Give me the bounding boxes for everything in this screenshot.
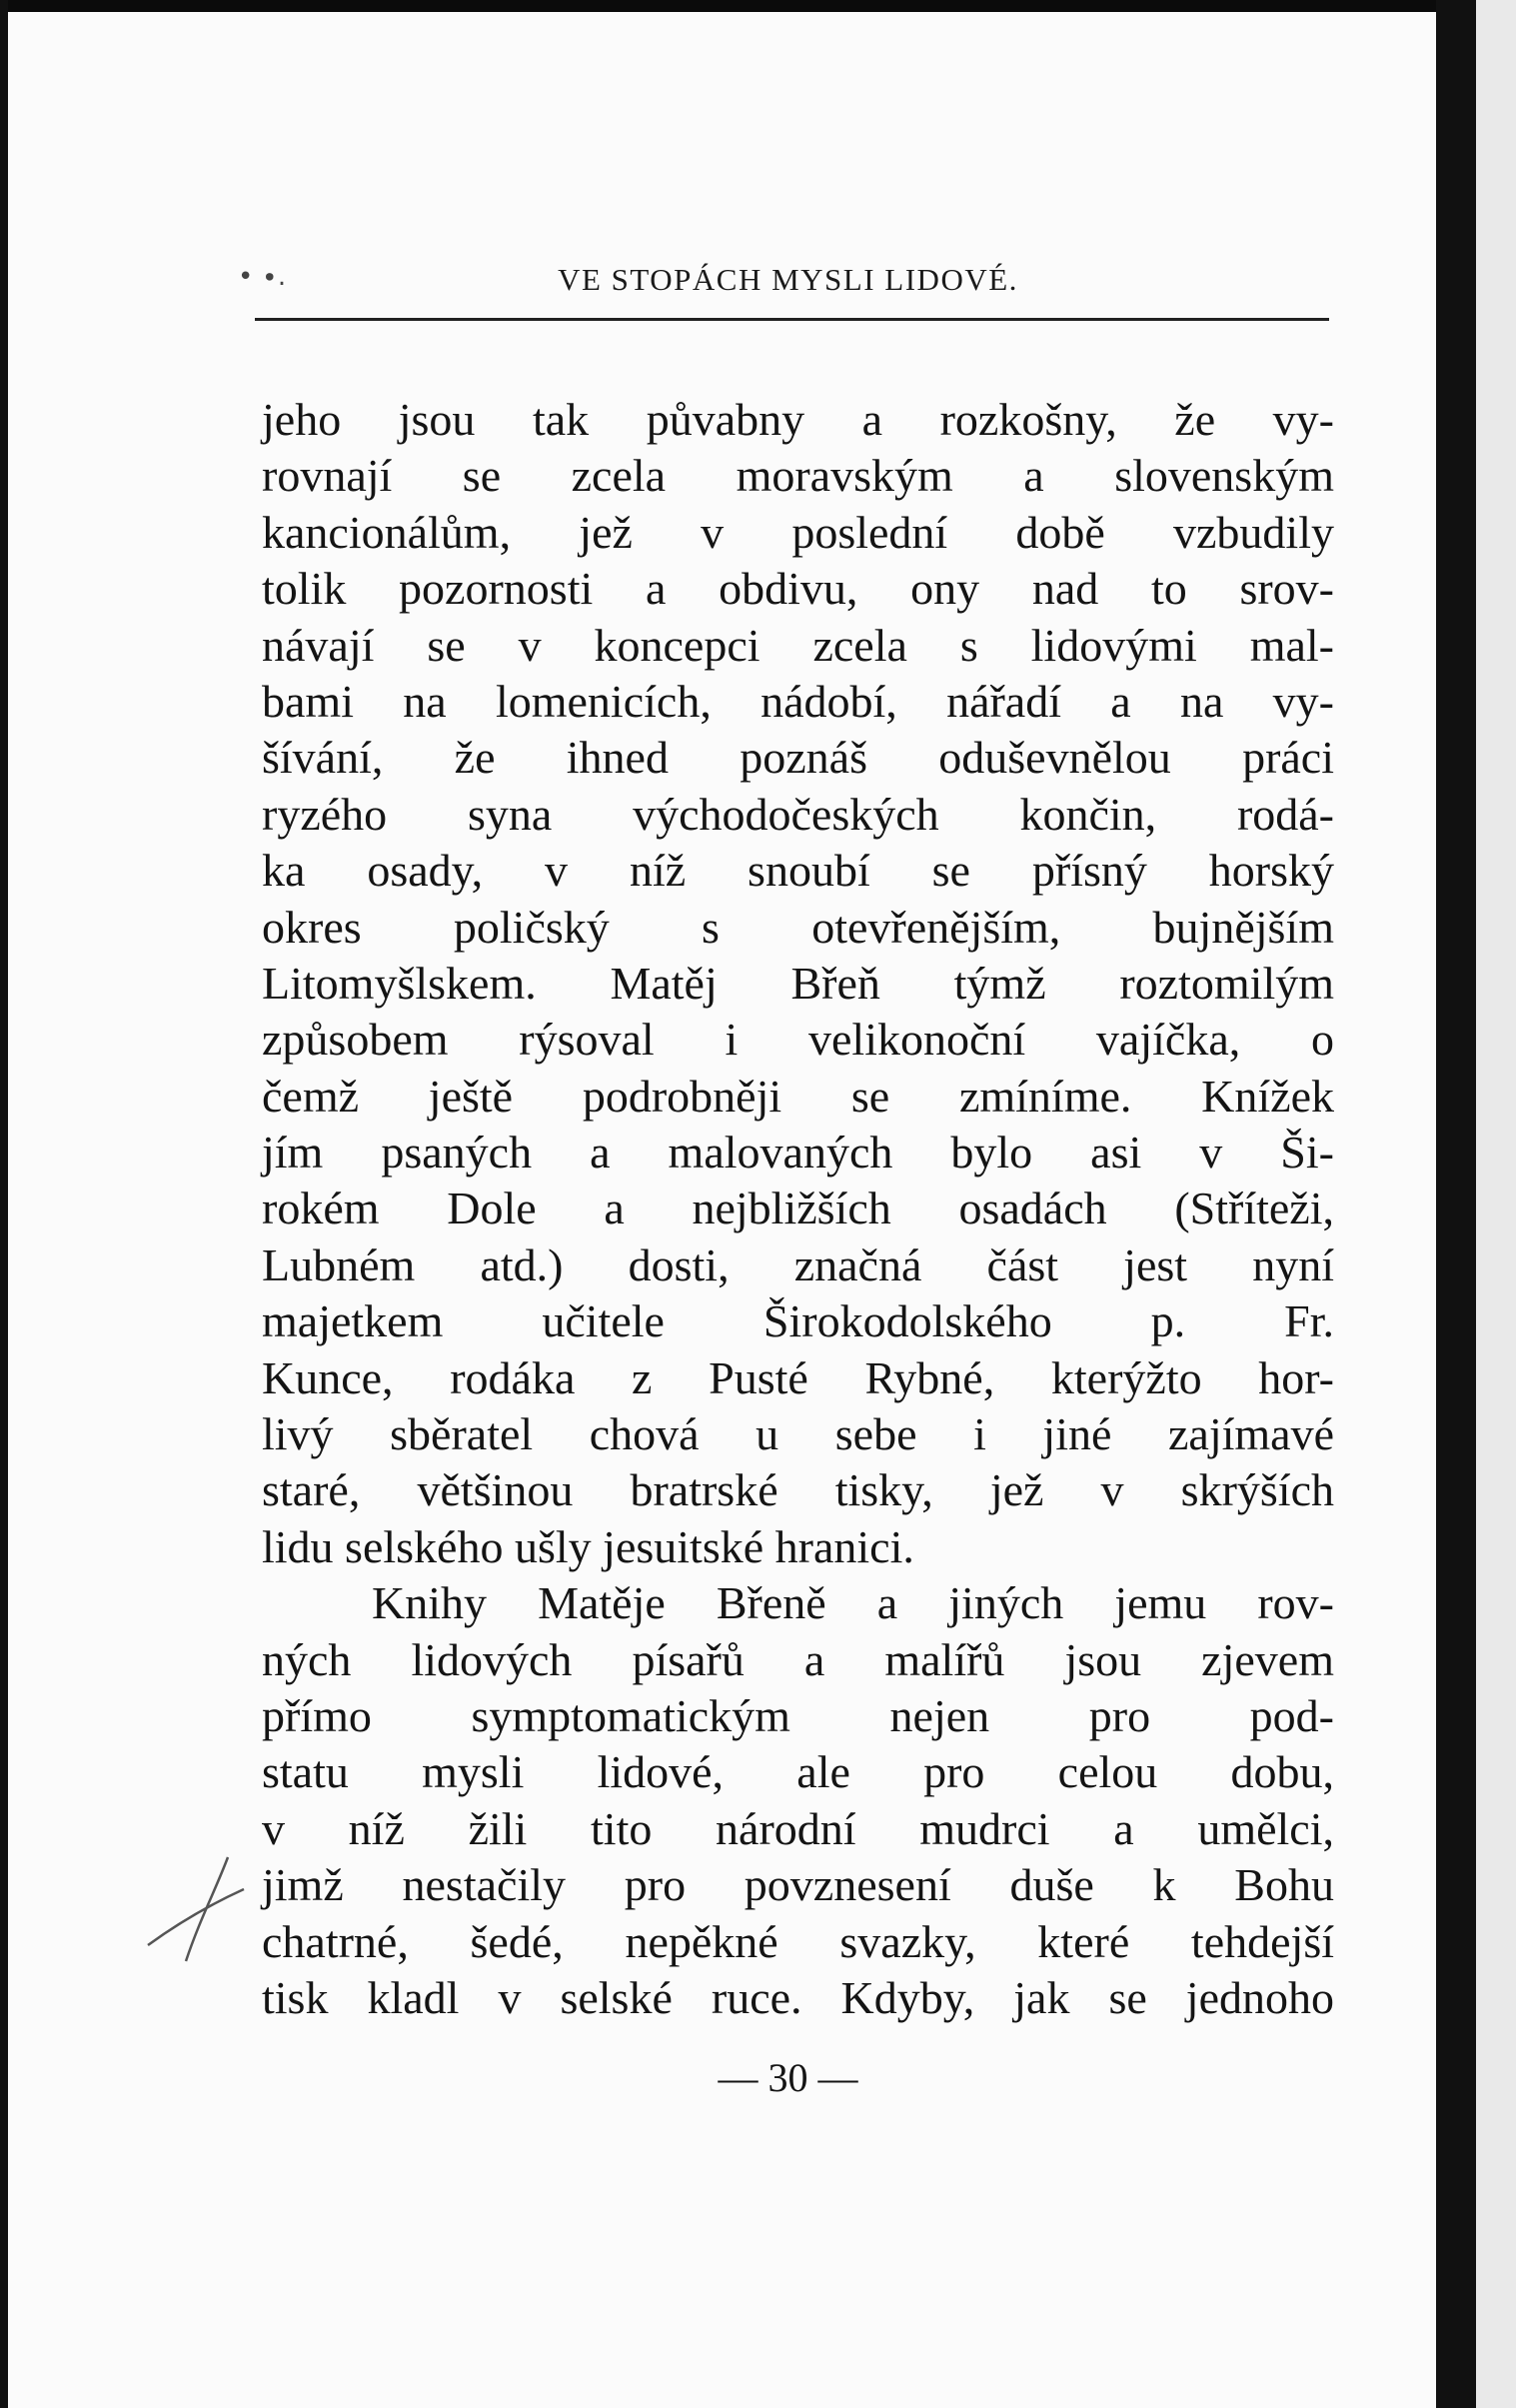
body-text (262, 392, 1334, 2026)
text-line: šívání, že ihned poznáš oduševnělou práci (262, 732, 1334, 784)
text-line: statu mysli lidové, ale pro celou dobu, (262, 1746, 1334, 1798)
text-line: tisk kladl v selské ruce. Kdyby, jak se jednoho (262, 1971, 1334, 2023)
page-number: — 30 — (718, 2055, 858, 2100)
scan-border-right (1436, 0, 1476, 2408)
text-line: bami na lomenicích, nádobí, nářadí a na vy- (262, 675, 1334, 727)
paragraph-2 (262, 1575, 1334, 2026)
text-line: Lubném atd.) dosti, značná část jest nyní (262, 1238, 1334, 1290)
text-line: okres poličský s otevřenějším, bujnějším (262, 901, 1334, 953)
text-line: Knihy Matěje Břeně a jiných jemu rov- (372, 1577, 1334, 1629)
text-line: Kunce, rodáka z Pusté Rybné, kterýžto hor- (262, 1351, 1334, 1403)
text-line: ka osady, v níž snoubí se přísný horský (262, 845, 1334, 897)
text-line: livý sběratel chová u sebe i jiné zajímavé (262, 1408, 1334, 1460)
text-line: jeho jsou tak půvabny a rozkošny, že vy- (262, 394, 1334, 445)
scan-edge-right (1476, 0, 1516, 2408)
running-head: VE STOPÁCH MYSLI LIDOVÉ. (558, 262, 1018, 297)
text-line: ryzého syna východočeských končin, rodá- (262, 788, 1334, 840)
text-line: staré, většinou bratrské tisky, jež v skrýších (262, 1464, 1334, 1516)
scan-border-top (0, 0, 1516, 12)
text-line: rokém Dole a nejbližších osadách (Stříteži, (262, 1183, 1334, 1234)
ink-specks: • ∙. (238, 262, 287, 292)
text-line: v níž žili tito národní mudrci a umělci, (262, 1802, 1334, 1854)
text-line: čemž ještě podrobněji se zmíníme. Knížek (262, 1070, 1334, 1122)
text-line: jimž nestačily pro povznesení duše k Bohu (262, 1859, 1334, 1911)
text-line: jím psaných a malovaných bylo asi v Ši- (262, 1127, 1334, 1179)
text-line: majetkem učitele Širokodolského p. Fr. (262, 1295, 1334, 1347)
text-line: ných lidových písařů a malířů jsou zjevem (262, 1633, 1334, 1685)
pencil-mark-icon (140, 1849, 250, 1969)
text-line: kancionálům, jež v poslední době vzbudily (262, 506, 1334, 558)
paragraph-1 (262, 392, 1334, 1575)
scan-border-left (0, 0, 8, 2408)
text-line: Litomyšlskem. Matěj Břeň týmž roztomilým (262, 957, 1334, 1009)
header-rule (255, 318, 1329, 321)
text-line: tolik pozornosti a obdivu, ony nad to srov- (262, 563, 1334, 615)
text-line: přímo symptomatickým nejen pro pod- (262, 1689, 1334, 1741)
text-line: chatrné, šedé, nepěkné svazky, které tehdejší (262, 1915, 1334, 1967)
text-line: návají se v koncepci zcela s lidovými mal- (262, 619, 1334, 671)
text-line: rovnají se zcela moravským a slovenským (262, 450, 1334, 502)
text-line: způsobem rýsoval i velikonoční vajíčka, o (262, 1014, 1334, 1066)
text-line: lidu selského ušly jesuitské hranici. (262, 1520, 914, 1572)
